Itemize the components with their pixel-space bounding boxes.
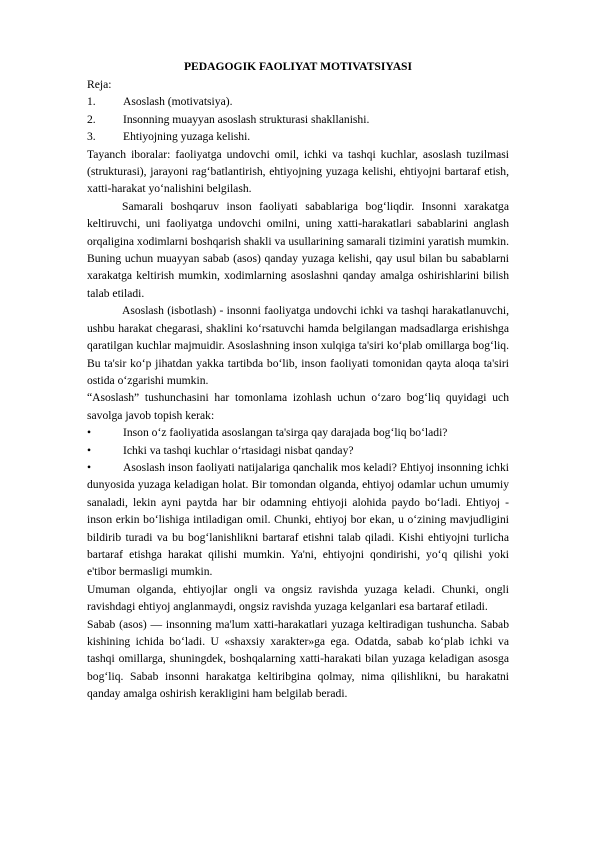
bullet-text: Asoslash inson faoliyati natijalariga qanchalik mos keladi? Ehtiyoj insonning ichki dunyosida yuzaga keladigan holat. Bir tomondan olganda, ehtiyoj odamlar uchun umumiy sanaladi, lekin ayni paytda har bir odamning ehtiyoji alohida paydo bo‘ladi. Ehtiyoj - inson erkin bo‘lishiga intiladigan omil. Chunki, ehtiyoj bor ekan, u o‘zining mavjudligini bildirib turadi va bu bog‘lanishlikni bartaraf etishni talab qiladi. Kishi ehtiyojni turlicha bartaraf etishga harakat qilishi mumkin. Ya'ni, ehtiyojni qondirishi, yo‘q qilishi yoki e'tibor bermasligi mumkin. xyxy=(87,460,509,579)
plan-item-number: 2. xyxy=(87,112,96,126)
bullet-item xyxy=(87,459,509,581)
plan-item-text: Insonning muayyan asoslash strukturasi shakllanishi. xyxy=(123,112,370,126)
plan-label: Reja: xyxy=(87,78,112,91)
plan-item-number: 1. xyxy=(87,95,96,109)
paragraph: Sabab (asos) — insonning ma'lum xatti-harakatlari yuzaga keltiradigan tushuncha. Sabab kishining ichida bo‘ladi. U «shaxsiy xarakter»ga ega. Odatda, sabab ko‘plab ichki va tashqi omillarga, shuningdek, boshqalarning xatti-harakati bilan yuzaga keladigan asosga bog‘liq. Sabab insonni harakatga keltiribgina qolmay, nima qilishlikni, bu harakatni qanday amalga oshirish kerakligini ham belgilab beradi. xyxy=(87,617,509,701)
bullet-mark: • xyxy=(87,426,92,440)
document-page xyxy=(87,58,509,703)
bullet-item xyxy=(87,424,509,441)
plan-item-text: Ehtiyojning yuzaga kelishi. xyxy=(123,130,251,144)
paragraph: Umuman olganda, ehtiyojlar ongli va ongsiz ravishda yuzaga keladi. Chunki, ongli ravishdagi ehtiyoj anglanmaydi, ongsiz ravishda yuzaga kelganlari esa bartaraf etiladi. xyxy=(87,582,509,614)
paragraph: Asoslash (isbotlash) - insonni faoliyatga undovchi ichki va tashqi harakatlanuvchi, ushbu harakat chegarasi, shaklini ko‘rsatuvchi hamda belgilangan madsadlarga erishishga qaratilgan kuchlar majmuidir. Asoslashning inson xulqiga ta'siri ko‘plab omillarga bog‘liq. Bu ta'sir ko‘p jihatdan yakka tartibda bo‘lib, inson faoliyati tomonidan qayta aloqa ta'siri ostida o‘zgarishi mumkin. xyxy=(87,304,509,387)
plan-item xyxy=(87,93,509,110)
plan-item xyxy=(87,128,509,145)
paragraph: Samarali boshqaruv inson faoliyati sabablariga bog‘liqdir. Insonni xarakatga keltiruvchi, uni faoliyatga undovchi omilni, uning xatti-harakatlari sabablarini anglash orqaligina xodimlarni boshqarish shakli va usullarining samarali tizimini yaratish mumkin. Buning uchun muayyan sabab (asos) qanday yuzaga kelishi, qay usul bilan bu sabablarni xarakatga keltirish mumkin, xodimlarning asoslashni qanday amalga oshirishlarini bilish talab etiladi. xyxy=(87,199,509,300)
plan-item-text: Asoslash (motivatsiya). xyxy=(123,95,233,109)
keywords-paragraph: Tayanch iboralar: faoliyatga undovchi omil, ichki va tashqi kuchlar, asoslash tuzilmasi (strukturasi), jarayoni rag‘batlantirish, ehtiyojning yuzaga kelishi, ehtiyojni bartaraf etish, xatti-harakat yo‘nalishini belgilash. xyxy=(87,147,509,196)
bullet-item xyxy=(87,442,509,459)
plan-item-number: 3. xyxy=(87,130,96,144)
bullet-mark: • xyxy=(87,443,92,457)
document-title: PEDAGOGIK FAOLIYAT MOTIVATSIYASI xyxy=(183,60,413,73)
plan-item xyxy=(87,111,509,128)
bullet-mark: • xyxy=(87,460,92,474)
bullet-text: Ichki va tashqi kuchlar o‘rtasidagi nisbat qanday? xyxy=(123,443,354,457)
paragraph: “Asoslash” tushunchasini har tomonlama izohlash uchun o‘zaro bog‘liq quyidagi uch savolga javob topish kerak: xyxy=(87,391,509,422)
bullet-text: Inson o‘z faoliyatida asoslangan ta'sirga qay darajada bog‘liq bo‘ladi? xyxy=(123,426,448,440)
